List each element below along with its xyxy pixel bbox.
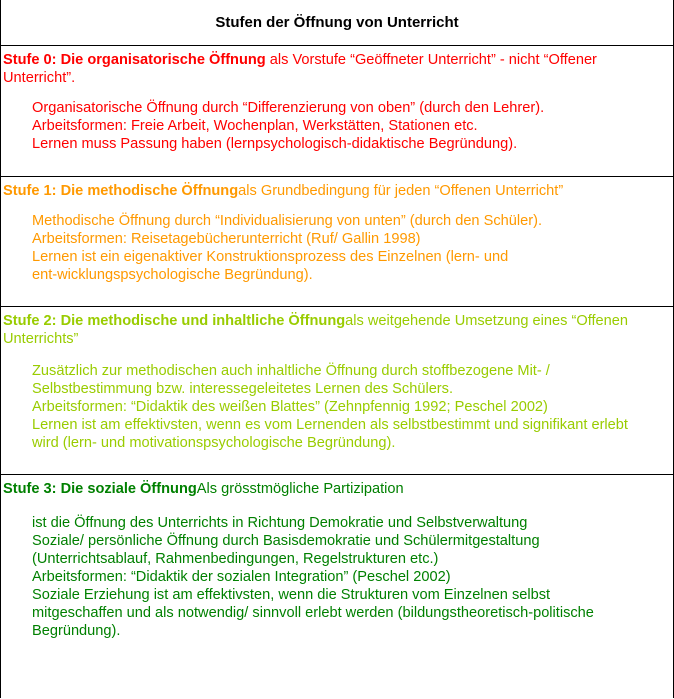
stage-3-line: Soziale Erziehung ist am effektivsten, wenn die Strukturen vom Einzelnen selbst bbox=[32, 587, 551, 603]
stage-1-line: Arbeitsformen: Reisetagebücherunterricht (Ruf/ Gallin 1998) bbox=[32, 231, 421, 247]
stage-0-body bbox=[3, 99, 669, 153]
stage-2-line: Arbeitsformen: “Didaktik des weißen Blattes” (Zehnpfennig 1992; Peschel 2002) bbox=[32, 399, 548, 415]
stage-1-line: Lernen ist ein eigenaktiver Konstruktionsprozess des Einzelnen (lern- und bbox=[32, 249, 509, 265]
stage-3-body bbox=[3, 514, 669, 640]
stage-0-line: Arbeitsformen: Freie Arbeit, Wochenplan, Werkstätten, Stationen etc. bbox=[32, 118, 478, 134]
stage-0-line: Lernen muss Passung haben (lernpsychologisch-didaktische Begründung). bbox=[32, 136, 518, 152]
stage-2-heading-bold: Stufe 2: Die methodische und inhaltliche Öffnung bbox=[3, 313, 346, 329]
stage-2-line: Lernen ist am effektivsten, wenn es vom Lernenden als selbstbestimmt und signifikant erlebt bbox=[32, 417, 628, 433]
stage-2-line: wird (lern- und motivationspsychologische Begründung). bbox=[32, 435, 396, 451]
stage-2-body bbox=[3, 362, 669, 452]
stage-1-cell bbox=[1, 177, 673, 307]
stage-0-heading-bold: Stufe 0: Die organisatorische Öffnung bbox=[3, 52, 266, 68]
stage-2-line: Selbstbestimmung bzw. interessegeleitetes Lernen des Schülers. bbox=[32, 381, 454, 397]
stage-2-heading-rest: als weitgehende Umsetzung eines “Offenen Unterrichts” bbox=[3, 313, 629, 347]
table-title: Stufen der Öffnung von Unterricht bbox=[1, 0, 673, 46]
stage-1-heading bbox=[3, 182, 669, 200]
stage-2-cell bbox=[1, 307, 673, 475]
stage-0-heading bbox=[3, 51, 669, 87]
stage-1-line: Methodische Öffnung durch “Individualisierung von unten” (durch den Schüler). bbox=[32, 213, 542, 229]
stage-3-line: ist die Öffnung des Unterrichts in Richtung Demokratie und Selbstverwaltung bbox=[32, 515, 528, 531]
stage-3-heading-rest: Als grösstmögliche Partizipation bbox=[196, 481, 404, 497]
stage-1-heading-bold: Stufe 1: Die methodische Öffnung bbox=[3, 183, 239, 199]
stage-1-heading-rest: als Grundbedingung für jeden “Offenen Unterricht” bbox=[238, 183, 564, 199]
stage-2-heading bbox=[3, 312, 669, 348]
stage-1-body bbox=[3, 212, 669, 284]
stage-3-line: Begründung). bbox=[32, 623, 121, 639]
stage-3-cell bbox=[1, 475, 673, 699]
stage-0-cell bbox=[1, 46, 673, 177]
stage-2-line: Zusätzlich zur methodischen auch inhaltliche Öffnung durch stoffbezogene Mit- / bbox=[32, 363, 550, 379]
stage-1-line: ent-wicklungspsychologische Begründung). bbox=[32, 267, 313, 283]
stage-3-line: (Unterrichtsablauf, Rahmenbedingungen, Regelstrukturen etc.) bbox=[32, 551, 439, 567]
stage-0-heading-rest: als Vorstufe “Geöffneter Unterricht” - nicht “Offener Unterricht”. bbox=[3, 52, 597, 86]
stage-0-line: Organisatorische Öffnung durch “Differenzierung von oben” (durch den Lehrer). bbox=[32, 100, 545, 116]
stage-3-line: mitgeschaffen und als notwendig/ sinnvoll erlebt werden (bildungstheoretisch-politische bbox=[32, 605, 594, 621]
stage-3-line: Soziale/ persönliche Öffnung durch Basisdemokratie und Schülermitgestaltung bbox=[32, 533, 540, 549]
stage-3-heading bbox=[3, 480, 669, 498]
stage-3-line: Arbeitsformen: “Didaktik der sozialen Integration” (Peschel 2002) bbox=[32, 569, 451, 585]
stage-3-heading-bold: Stufe 3: Die soziale Öffnung bbox=[3, 481, 197, 497]
